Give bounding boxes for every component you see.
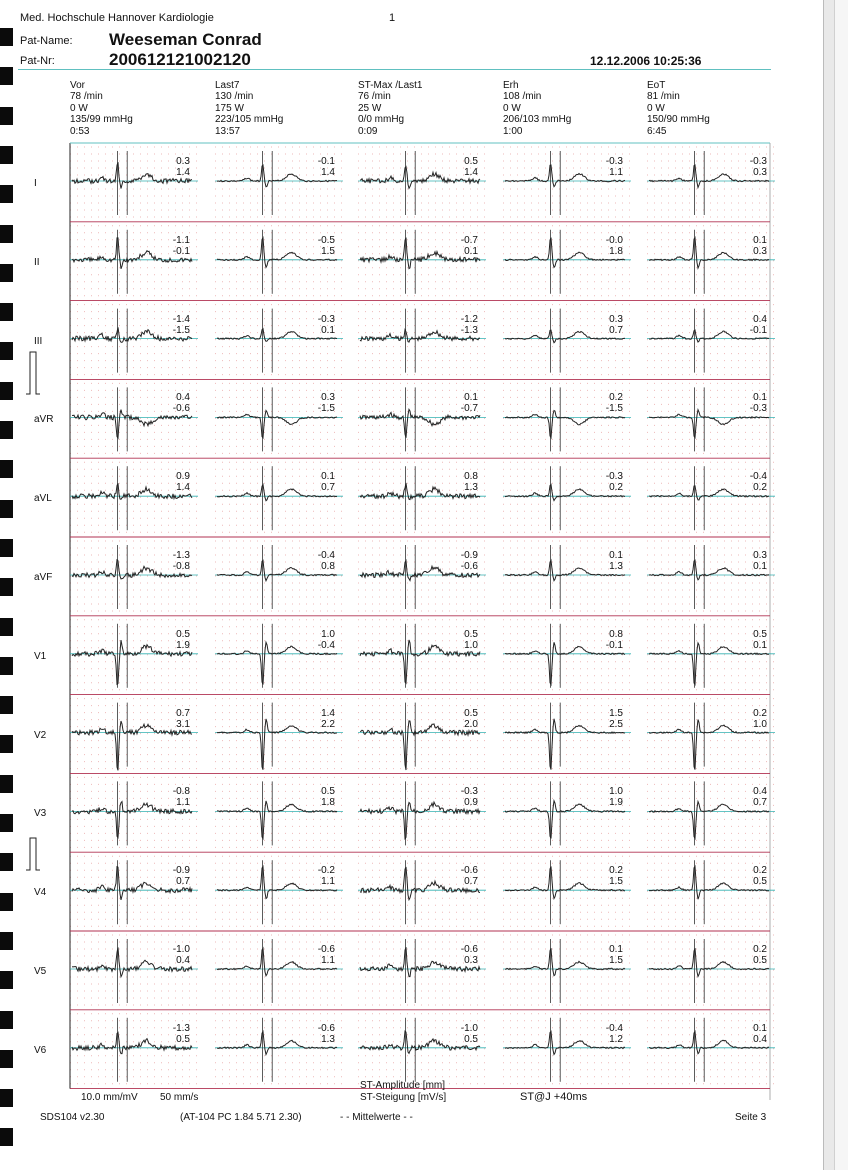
phase-time: 6:45 xyxy=(647,125,667,137)
st-value-pair xyxy=(160,550,190,572)
st-value-pair xyxy=(305,786,335,808)
page-label: Seite 3 xyxy=(735,1112,767,1123)
phase-name: Vor xyxy=(70,80,86,91)
st-slope: -1.5 xyxy=(172,324,190,336)
st-amplitude: 0.5 xyxy=(464,628,478,640)
st-amplitude: 0.9 xyxy=(176,471,190,483)
st-slope: -0.1 xyxy=(749,324,767,336)
st-amplitude: -1.4 xyxy=(172,313,190,325)
st-amplitude: -0.3 xyxy=(749,156,767,167)
phase-time: 0:53 xyxy=(70,125,90,137)
st-amplitude: 0.2 xyxy=(753,707,767,719)
st-value-pair xyxy=(448,629,478,651)
st-value-pair xyxy=(448,392,478,414)
lead-label: V5 xyxy=(34,966,47,977)
st-amplitude: -0.6 xyxy=(317,1022,335,1034)
st-amplitude: -0.4 xyxy=(749,471,767,483)
st-amplitude: 0.5 xyxy=(321,786,335,798)
page-number: 1 xyxy=(389,12,396,24)
st-amplitude: -0.9 xyxy=(460,550,478,561)
lead-label: V1 xyxy=(34,650,47,662)
phase-load: 0 W xyxy=(647,102,665,114)
st-amplitude: 0.3 xyxy=(753,550,767,561)
phase-hr: 76 /min xyxy=(358,91,391,103)
phase-load: 0 W xyxy=(70,102,88,114)
phase-hr: 108 /min xyxy=(503,91,542,103)
st-value-pair xyxy=(593,708,623,730)
st-slope: 1.0 xyxy=(753,718,767,730)
st-value-pair xyxy=(448,550,478,572)
st-amplitude: 1.0 xyxy=(609,786,623,798)
st-amplitude: 0.5 xyxy=(464,707,478,719)
st-amplitude: 0.3 xyxy=(321,392,335,404)
st-slope: 3.1 xyxy=(176,718,190,730)
st-slope: 0.1 xyxy=(464,245,478,257)
st-value-pair xyxy=(593,156,623,178)
ecg-trace xyxy=(217,411,337,438)
st-slope: -0.7 xyxy=(460,403,478,415)
lead-label: III xyxy=(34,335,43,347)
phase-load: 25 W xyxy=(358,102,382,114)
st-value-pair xyxy=(448,1023,478,1045)
st-slope: 1.0 xyxy=(464,639,478,651)
st-value-pair xyxy=(305,629,335,651)
lead-label: II xyxy=(34,256,40,268)
lead-label: aVL xyxy=(34,493,52,505)
st-slope: 1.5 xyxy=(609,876,623,888)
phase-name: EoT xyxy=(647,80,666,91)
st-slope: 1.1 xyxy=(321,955,335,966)
st-amplitude: 0.5 xyxy=(464,156,478,167)
st-value-pair xyxy=(737,235,767,257)
st-slope: 0.1 xyxy=(321,324,335,336)
st-value-pair xyxy=(160,786,190,808)
st-slope-legend: ST-Steigung [mV/s] xyxy=(360,1092,447,1103)
software-version: SDS104 v2.30 xyxy=(40,1112,105,1123)
st-value-pair xyxy=(737,865,767,887)
phase-hr: 130 /min xyxy=(215,91,254,103)
st-value-pair xyxy=(448,865,478,887)
st-amplitude-legend: ST-Amplitude [mm] xyxy=(360,1080,446,1091)
lead-label: V2 xyxy=(34,729,47,741)
st-value-pair xyxy=(160,235,190,257)
st-slope: 1.5 xyxy=(609,955,623,966)
st-amplitude: 0.7 xyxy=(176,707,190,719)
st-value-pair xyxy=(737,1023,767,1045)
gain-setting: 10.0 mm/mV xyxy=(81,1092,138,1103)
st-slope: 1.4 xyxy=(321,167,335,178)
device-info: (AT-104 PC 1.84 5.71 2.30) xyxy=(180,1112,302,1123)
st-slope: -1.5 xyxy=(317,403,335,415)
st-value-pair xyxy=(593,550,623,572)
lead-label: aVR xyxy=(34,414,54,426)
st-amplitude: -0.4 xyxy=(317,550,335,561)
st-value-pair xyxy=(737,392,767,414)
st-value-pair xyxy=(737,786,767,808)
st-value-pair xyxy=(160,392,190,414)
st-value-pair xyxy=(593,944,623,966)
st-amplitude: -0.3 xyxy=(317,313,335,325)
st-slope: 0.5 xyxy=(464,1033,478,1045)
phase-load: 0 W xyxy=(503,102,521,114)
st-amplitude: -0.0 xyxy=(605,234,623,246)
st-amplitude: -0.5 xyxy=(317,234,335,246)
phase-time: 1:00 xyxy=(503,125,523,137)
st-amplitude: 0.4 xyxy=(753,313,767,325)
st-amplitude: 0.1 xyxy=(753,234,767,246)
st-slope: 1.2 xyxy=(609,1033,623,1045)
st-amplitude: -0.7 xyxy=(460,234,478,246)
phase-bp: 135/99 mmHg xyxy=(70,114,133,126)
st-slope: 1.3 xyxy=(609,561,623,572)
st-value-pair xyxy=(737,314,767,336)
st-amplitude: 1.0 xyxy=(321,628,335,640)
st-value-pair xyxy=(737,708,767,730)
st-slope: 1.1 xyxy=(321,876,335,888)
st-value-pair xyxy=(448,471,478,493)
st-value-pair xyxy=(160,156,190,178)
st-value-pair xyxy=(593,314,623,336)
st-slope: 1.5 xyxy=(321,245,335,257)
st-value-pair xyxy=(305,471,335,493)
phase-bp: 150/90 mmHg xyxy=(647,114,710,126)
lead-label: I xyxy=(34,178,37,189)
patient-number-label: Pat-Nr: xyxy=(20,55,55,67)
st-value-pair xyxy=(593,471,623,493)
st-slope: -1.5 xyxy=(605,403,623,415)
st-slope: -0.1 xyxy=(172,245,190,257)
st-value-pair xyxy=(448,708,478,730)
st-amplitude: -0.8 xyxy=(172,786,190,798)
st-slope: 0.3 xyxy=(753,167,767,178)
phase-load: 175 W xyxy=(215,102,244,114)
st-value-pair xyxy=(593,629,623,651)
st-amplitude: 0.3 xyxy=(176,156,190,167)
st-amplitude: 0.1 xyxy=(321,471,335,483)
phase-name: Last7 xyxy=(215,80,240,91)
st-slope: -0.4 xyxy=(317,639,335,651)
phase-bp: 206/103 mmHg xyxy=(503,114,572,126)
st-slope: -0.8 xyxy=(172,561,190,572)
st-slope: 0.5 xyxy=(753,876,767,888)
st-slope: 0.3 xyxy=(464,955,478,966)
st-value-pair xyxy=(305,156,335,178)
st-value-pair xyxy=(593,1023,623,1045)
st-slope: 1.8 xyxy=(321,797,335,809)
st-amplitude: -0.4 xyxy=(605,1022,623,1034)
st-amplitude: -1.0 xyxy=(460,1022,478,1034)
lead-label: V4 xyxy=(34,887,47,899)
patient-number: 200612121002120 xyxy=(109,50,251,69)
st-slope: 1.4 xyxy=(176,167,190,178)
st-amplitude: 0.2 xyxy=(753,944,767,955)
st-value-pair xyxy=(160,944,190,966)
st-amplitude: 0.2 xyxy=(753,865,767,877)
st-value-pair xyxy=(448,944,478,966)
paper-speed: 50 mm/s xyxy=(160,1092,199,1103)
st-value-pair xyxy=(305,865,335,887)
st-amplitude: 1.5 xyxy=(609,707,623,719)
st-slope: 0.7 xyxy=(753,797,767,809)
st-amplitude: 0.8 xyxy=(609,628,623,640)
st-value-pair xyxy=(305,235,335,257)
st-amplitude: -1.1 xyxy=(172,234,190,246)
st-amplitude: -0.6 xyxy=(460,944,478,955)
phase-name: Erh xyxy=(503,80,519,91)
lead-label: V6 xyxy=(34,1044,47,1056)
ecg-trace xyxy=(505,411,625,438)
st-slope: 1.4 xyxy=(464,167,478,178)
st-amplitude: -1.0 xyxy=(172,944,190,955)
st-amplitude: -0.3 xyxy=(605,471,623,483)
st-amplitude: -0.3 xyxy=(460,786,478,798)
st-value-pair xyxy=(448,314,478,336)
st-slope: 2.0 xyxy=(464,718,478,730)
st-slope: 0.7 xyxy=(321,482,335,494)
st-slope: 1.4 xyxy=(176,482,190,494)
st-value-pair xyxy=(160,1023,190,1045)
st-amplitude: 0.2 xyxy=(609,392,623,404)
patient-name: Weeseman Conrad xyxy=(109,30,262,49)
st-slope: 1.1 xyxy=(176,797,190,809)
lead-label: aVF xyxy=(34,572,53,583)
st-slope: -0.3 xyxy=(749,403,767,415)
st-slope: 0.7 xyxy=(464,876,478,888)
st-value-pair xyxy=(593,865,623,887)
st-amplitude: 0.4 xyxy=(176,392,190,404)
st-value-pair xyxy=(305,708,335,730)
st-value-pair xyxy=(448,156,478,178)
st-amplitude: 0.1 xyxy=(609,550,623,561)
st-amplitude: 0.8 xyxy=(464,471,478,483)
calibration-pulse xyxy=(26,350,40,401)
st-slope: 1.1 xyxy=(609,167,623,178)
st-amplitude: -1.3 xyxy=(172,1022,190,1034)
record-datetime: 12.12.2006 10:25:36 xyxy=(590,54,702,68)
st-value-pair xyxy=(448,786,478,808)
st-amplitude: -0.6 xyxy=(460,865,478,877)
st-value-pair xyxy=(160,471,190,493)
st-slope: 0.4 xyxy=(753,1033,767,1045)
st-slope: 1.8 xyxy=(609,245,623,257)
st-amplitude: 1.4 xyxy=(321,707,335,719)
st-measurement-point: ST@J +40ms xyxy=(520,1091,588,1103)
st-slope: -0.6 xyxy=(172,403,190,415)
st-value-pair xyxy=(593,235,623,257)
st-amplitude: 0.4 xyxy=(753,786,767,798)
st-amplitude: 0.1 xyxy=(753,1022,767,1034)
st-slope: 0.5 xyxy=(753,955,767,966)
st-amplitude: 0.1 xyxy=(464,392,478,404)
st-slope: 1.9 xyxy=(609,797,623,809)
st-value-pair xyxy=(737,629,767,651)
patient-name-label: Pat-Name: xyxy=(20,35,73,47)
st-slope: 2.5 xyxy=(609,718,623,730)
phase-bp: 223/105 mmHg xyxy=(215,114,284,126)
st-slope: 0.1 xyxy=(753,639,767,651)
st-amplitude: 0.2 xyxy=(609,865,623,877)
st-slope: 0.7 xyxy=(176,876,190,888)
st-amplitude: -1.2 xyxy=(460,313,478,325)
st-slope: 1.3 xyxy=(464,482,478,494)
st-amplitude: -0.2 xyxy=(317,865,335,877)
institution-name: Med. Hochschule Hannover Kardiologie xyxy=(20,12,214,24)
st-value-pair xyxy=(160,865,190,887)
st-value-pair xyxy=(160,708,190,730)
st-value-pair xyxy=(737,944,767,966)
st-amplitude: -1.3 xyxy=(172,550,190,561)
st-value-pair xyxy=(305,550,335,572)
st-value-pair xyxy=(593,392,623,414)
st-slope: 0.2 xyxy=(609,482,623,494)
st-value-pair xyxy=(160,314,190,336)
st-slope: 0.2 xyxy=(753,482,767,494)
st-amplitude: 0.1 xyxy=(753,392,767,404)
phase-time: 13:57 xyxy=(215,125,241,137)
st-value-pair xyxy=(737,471,767,493)
phase-name: ST-Max /Last1 xyxy=(358,80,423,91)
st-amplitude: -0.9 xyxy=(172,865,190,877)
st-value-pair xyxy=(305,392,335,414)
st-slope: 0.9 xyxy=(464,797,478,809)
st-amplitude: -0.3 xyxy=(605,156,623,167)
st-slope: 0.5 xyxy=(176,1033,190,1045)
st-slope: -0.6 xyxy=(460,561,478,572)
st-amplitude: 0.3 xyxy=(609,313,623,325)
st-amplitude: -0.1 xyxy=(317,156,335,167)
phase-time: 0:09 xyxy=(358,125,378,137)
phase-hr: 78 /min xyxy=(70,91,103,103)
st-value-pair xyxy=(160,629,190,651)
st-slope: 1.3 xyxy=(321,1033,335,1045)
st-amplitude: 0.5 xyxy=(753,628,767,640)
st-slope: 0.7 xyxy=(609,324,623,336)
st-amplitude: 0.1 xyxy=(609,944,623,955)
st-value-pair xyxy=(737,550,767,572)
phase-bp: 0/0 mmHg xyxy=(358,114,405,126)
st-slope: -0.1 xyxy=(605,639,623,651)
st-slope: 1.9 xyxy=(176,639,190,651)
st-value-pair xyxy=(737,156,767,178)
st-slope: 2.2 xyxy=(321,718,335,730)
lead-label: V3 xyxy=(34,808,47,820)
phase-hr: 81 /min xyxy=(647,91,680,103)
st-value-pair xyxy=(305,1023,335,1045)
st-value-pair xyxy=(448,235,478,257)
st-slope: 0.1 xyxy=(753,561,767,572)
st-amplitude: 0.5 xyxy=(176,628,190,640)
st-slope: 0.4 xyxy=(176,955,190,966)
st-value-pair xyxy=(593,786,623,808)
averaging-mode: - - Mittelwerte - - xyxy=(340,1112,413,1123)
st-value-pair xyxy=(305,944,335,966)
st-slope: 0.8 xyxy=(321,561,335,572)
st-amplitude: -0.6 xyxy=(317,944,335,955)
st-value-pair xyxy=(305,314,335,336)
st-slope: 0.3 xyxy=(753,245,767,257)
calibration-pulse xyxy=(26,826,40,877)
st-slope: -1.3 xyxy=(460,324,478,336)
